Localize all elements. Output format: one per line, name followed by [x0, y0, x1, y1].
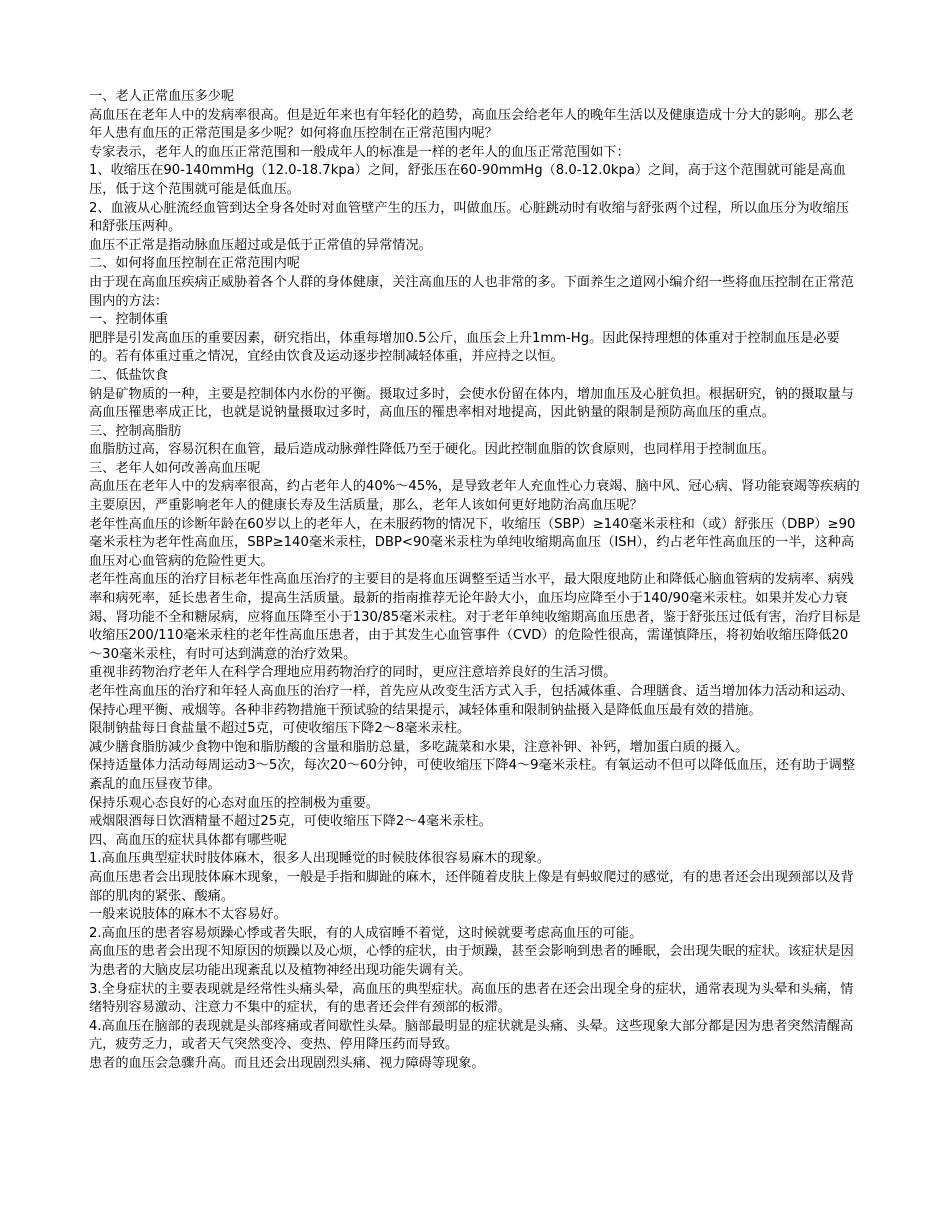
paragraph: 一般来说肢体的麻木不太容易好。	[89, 907, 287, 923]
paragraph: 高血压在老年人中的发病率很高，约占老年人的40%～45%，是导致老年人充血性心力衰竭、脑中风、冠心病、肾功能衰竭等疾病的主要原因，严重影响老年人的健康长寿及生活质量，那么，老年人该如何更好地防治高血压呢？	[89, 479, 860, 514]
paragraph: 2、血液从心脏流经血管到达全身各处时对血管壁产生的压力，叫做血压。心脏跳动时有收缩与舒张两个过程，所以血压分为收缩压和舒张压两种。	[89, 200, 850, 235]
subheading: 二、低盐饮食	[89, 367, 169, 383]
heading-section-3: 三、老年人如何改善高血压呢	[89, 460, 261, 476]
paragraph: 高血压的患者会出现不知原因的烦躁以及心烦，心悸的症状，由于烦躁，甚至会影响到患者的睡眠，会出现失眠的症状。该症状是因为患者的大脑皮层功能出现紊乱以及植物神经出现功能失调有关。	[89, 944, 854, 978]
paragraph: 老年性高血压的诊断年龄在60岁以上的老年人，在未服药物的情况下，收缩压（SBP）≥140毫米汞柱和（或）舒张压（DBP）≥90毫米汞柱为老年性高血压，SBP≥140毫米汞柱，DBP<90毫米汞柱为单纯收缩期高血压（ISH），约占老年性高血压的一半，这种高血压对心血管病的危险性更大。	[89, 516, 856, 569]
paragraph: 专家表示，老年人的血压正常范围和一般成年人的标准是一样的老年人的血压正常范围如下：	[89, 144, 630, 160]
paragraph: 肥胖是引发高血压的重要因素，研究指出，体重每增加0.5公斤，血压会上升1mm-Hg。因此保持理想的体重对于控制血压是必要的。若有体重过重之情况，宜经由饮食及运动逐步控制减轻体重，并应持之以恒。	[89, 330, 840, 365]
paragraph: 钠是矿物质的一种，主要是控制体内水份的平衡。摄取过多时，会使水份留在体内，增加血压及心脏负担。根据研究，钠的摄取量与高血压罹患率成正比，也就是说钠量摄取过多时，高血压的罹患率相对地提高，因此钠量的限制是预防高血压的重点。	[89, 386, 854, 421]
subheading: 三、控制高脂肪	[89, 423, 182, 439]
paragraph: 2.高血压的患者容易烦躁心悸或者失眠，有的人成宿睡不着觉，这时候就要考虑高血压的可能。	[89, 925, 643, 941]
paragraph: 重视非药物治疗老年人在科学合理地应用药物治疗的同时，更应注意培养良好的生活习惯。	[89, 665, 617, 681]
document-body	[89, 88, 861, 1073]
paragraph: 限制钠盐每日食盐量不超过5克，可使收缩压下降2～8毫米汞柱。	[89, 721, 471, 737]
subheading: 一、控制体重	[89, 312, 169, 328]
heading-section-2: 二、如何将血压控制在正常范围内呢	[89, 256, 300, 272]
paragraph: 减少膳食脂肪减少食物中饱和脂肪酸的含量和脂肪总量，多吃蔬菜和水果，注意补钾、补钙，增加蛋白质的摄入。	[89, 739, 749, 755]
paragraph: 患者的血压会急骤升高。而且还会出现剧烈头痛、视力障碍等现象。	[89, 1055, 485, 1071]
paragraph: 高血压患者会出现肢体麻木现象，一般是手指和脚趾的麻木，还伴随着皮肤上像是有蚂蚁爬过的感觉，有的患者还会出现颈部以及背部的肌肉的紧张、酸痛。	[89, 869, 854, 904]
paragraph: 4.高血压在脑部的表现就是头部疼痛或者间歇性头晕。脑部最明显的症状就是头痛、头晕。这些现象大部分都是因为患者突然清醒高亢，疲劳乏力，或者天气突然变冷、变热、停用降压药而导致。	[89, 1018, 854, 1053]
heading-section-4: 四、高血压的症状具体都有哪些呢	[89, 832, 287, 848]
paragraph: 1.高血压典型症状时肢体麻木，很多人出现睡觉的时候肢体很容易麻木的现象。	[89, 851, 550, 867]
paragraph: 老年性高血压的治疗目标老年性高血压治疗的主要目的是将血压调整至适当水平，最大限度地防止和降低心脑血管病的发病率、病残率和病死率，延长患者生命，提高生活质量。最新的指南推荐无论年龄大小，血压均应降至小于140/90毫米汞柱。如果并发心力衰竭、肾功能不全和糖尿病，应将血压降至小于130/85毫米汞柱。对于老年单纯收缩期高血压患者，鉴于舒张压过低有害，治疗目标是收缩压200/110毫米汞柱的老年性高血压患者，由于其发生心血管事件（CVD）的危险性很高，需谨慎降压，将初始收缩压降低20～30毫米汞柱，有时可达到满意的治疗效果。	[89, 572, 861, 662]
paragraph: 保持乐观心态良好的心态对血压的控制极为重要。	[89, 795, 380, 811]
paragraph: 由于现在高血压疾病正威胁着各个人群的身体健康，关注高血压的人也非常的多。下面养生之道网小编介绍一些将血压控制在正常范围内的方法：	[89, 274, 854, 309]
paragraph: 高血压在老年人中的发病率很高。但是近年来也有年轻化的趋势，高血压会给老年人的晚年生活以及健康造成十分大的影响。那么老年人患有血压的正常范围是多少呢？如何将血压控制在正常范围内呢？	[89, 107, 854, 142]
paragraph: 老年性高血压的治疗和年轻人高血压的治疗一样，首先应从改变生活方式入手，包括减体重、合理膳食、适当增加体力活动和运动、保持心理平衡、戒烟等。各种非药物措施干预试验的结果提示，减轻体重和限制钠盐摄入是降低血压最有效的措施。	[89, 684, 854, 718]
paragraph: 血脂肪过高，容易沉积在血管，最后造成动脉弹性降低乃至于硬化。因此控制血脂的饮食原则，也同样用于控制血压。	[89, 442, 775, 458]
paragraph: 保持适量体力活动每周运动3～5次，每次20～60分钟，可使收缩压下降4～9毫米汞柱。有氧运动不但可以降低血压，还有助于调整紊乱的血压昼夜节律。	[89, 758, 856, 792]
heading-section-1: 一、老人正常血压多少呢	[89, 89, 235, 104]
paragraph: 1、收缩压在90-140mmHg（12.0-18.7kpa）之间，舒张压在60-90mmHg（8.0-12.0kpa）之间，高于这个范围就可能是高血压，低于这个范围就可能是低血压。	[89, 163, 846, 197]
paragraph: 3.全身症状的主要表现就是经常性头痛头晕，高血压的典型症状。高血压的患者在还会出现全身的症状，通常表现为头晕和头痛，情绪特别容易激动、注意力不集中的症状，有的患者还会伴有颈部的板滞。	[89, 981, 854, 1016]
paragraph: 血压不正常是指动脉血压超过或是低于正常值的异常情况。	[89, 237, 432, 253]
paragraph: 戒烟限酒每日饮酒精量不超过25克，可使收缩压下降2～4毫米汞柱。	[89, 814, 492, 830]
